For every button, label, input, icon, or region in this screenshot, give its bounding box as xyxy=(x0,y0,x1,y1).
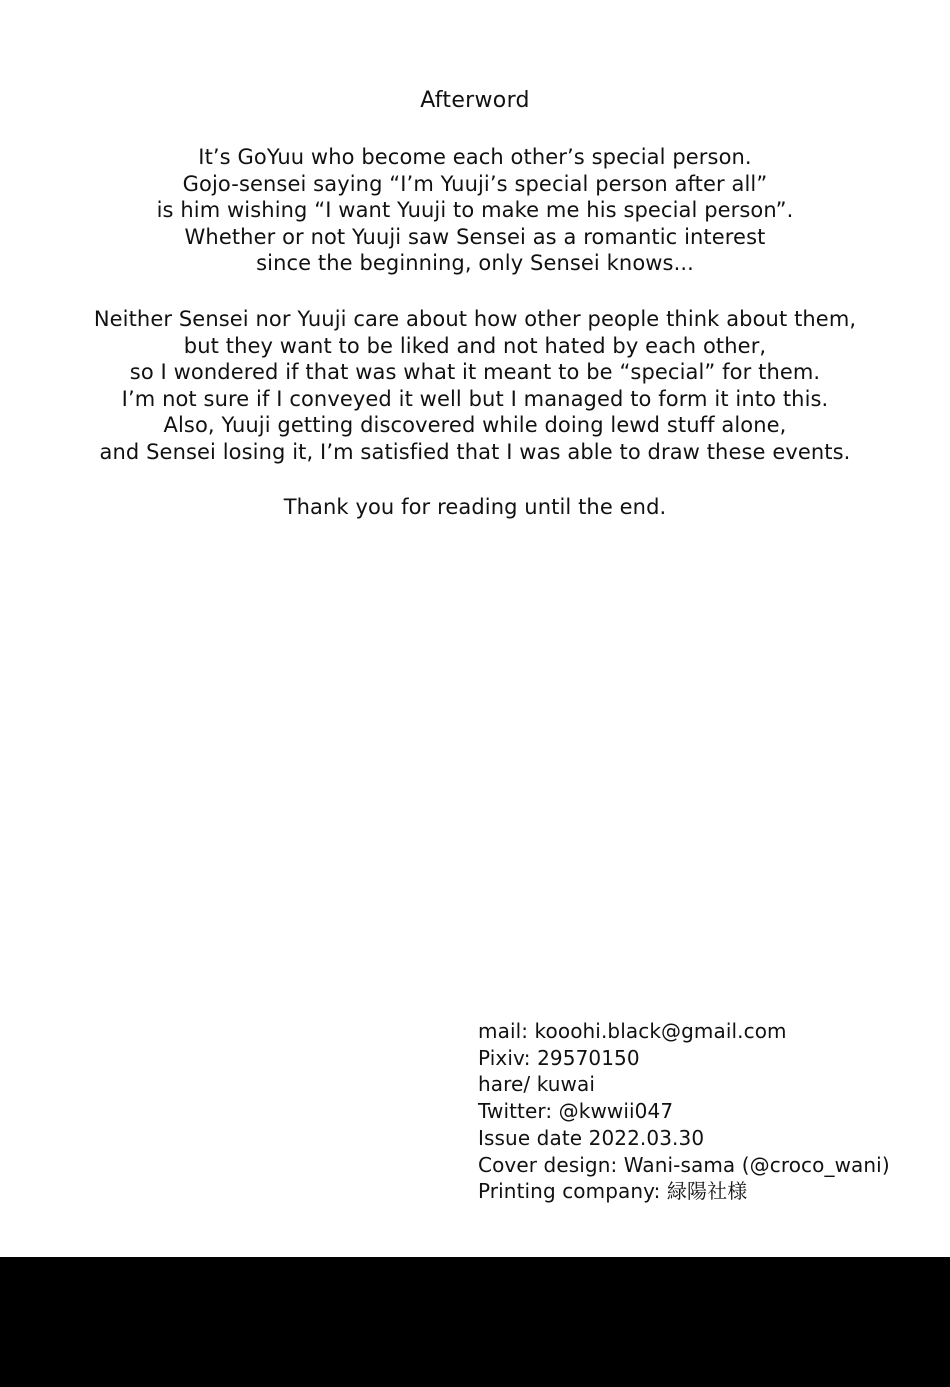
text-line: Gojo-sensei saying “I’m Yuuji’s special person after all” xyxy=(182,171,768,196)
text-line: so I wondered if that was what it meant to be “special” for them. xyxy=(129,360,821,384)
text-line: but they want to be liked and not hated by each other, xyxy=(183,333,767,358)
colophon-credits xyxy=(478,1018,890,1205)
credit-pixiv: Pixiv: 29570150 xyxy=(478,1045,640,1070)
text-line: Whether or not Yuuji saw Sensei as a romantic interest xyxy=(184,224,766,249)
text-line: It’s GoYuu who become each other’s special person. xyxy=(198,145,752,169)
text-line: and Sensei losing it, I’m satisfied that I was able to draw these events. xyxy=(99,439,851,464)
text-line: I’m not sure if I conveyed it well but I managed to form it into this. xyxy=(121,386,829,411)
bottom-black-band xyxy=(0,1257,950,1387)
text-line: Also, Yuuji getting discovered while doing lewd stuff alone, xyxy=(163,413,787,437)
credit-twitter: Twitter: @kwwii047 xyxy=(478,1099,674,1124)
afterword-paragraph-3 xyxy=(0,494,950,521)
text-line: Neither Sensei nor Yuuji care about how other people think about them, xyxy=(93,307,857,331)
text-line: since the beginning, only Sensei knows... xyxy=(256,251,694,275)
credit-printing-company: Printing company: 緑陽社様 xyxy=(478,1179,748,1204)
text-line: Thank you for reading until the end. xyxy=(283,495,667,519)
page-title: Afterword xyxy=(420,88,530,113)
credit-mail: mail: kooohi.black@gmail.com xyxy=(478,1019,787,1043)
credit-circle: hare/ kuwai xyxy=(478,1072,596,1097)
afterword-paragraph-2 xyxy=(0,306,950,465)
afterword-paragraph-1 xyxy=(0,144,950,277)
text-line: is him wishing “I want Yuuji to make me his special person”. xyxy=(156,198,794,222)
credit-cover-design: Cover design: Wani-sama (@croco_wani) xyxy=(478,1152,890,1177)
credit-issue-date: Issue date 2022.03.30 xyxy=(478,1125,705,1150)
